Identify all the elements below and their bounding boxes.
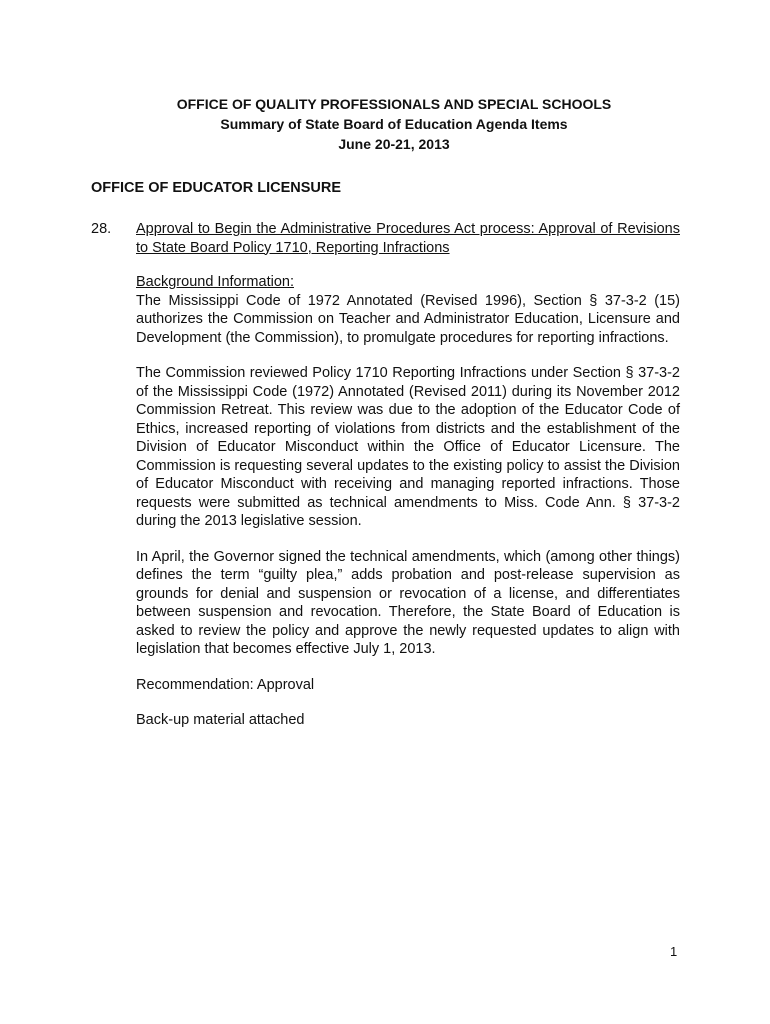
background-heading: Background Information: xyxy=(136,274,294,290)
header-date: June 20-21, 2013 xyxy=(338,136,450,152)
document-header xyxy=(0,94,770,154)
background-paragraph-2: The Commission reviewed Policy 1710 Reporting Infractions under Section § 37-3-2 of the Mississippi Code (1972) Annotated (Revised 2011) during its November 2012 Commission Retreat. This review was due to the adoption of the Educator Code of Ethics, increased reporting of violations from districts and the establishment of the Division of Educator Misconduct within the Office of Educator Licensure. The Commission is requesting several updates to the existing policy to assist the Division of Educator Misconduct with receiving and managing reported infractions. Those requests were submitted as technical amendments to Miss. Code Ann. § 37-3-2 during the 2013 legislative session. xyxy=(136,365,680,529)
header-summary-title: Summary of State Board of Education Agenda Items xyxy=(220,116,568,132)
item-number: 28. xyxy=(91,221,112,237)
backup-note: Back-up material attached xyxy=(136,712,305,728)
item-title: Approval to Begin the Administrative Procedures Act process: Approval of Revisions to State Board Policy 1710, Reporting Infractions xyxy=(136,221,680,256)
background-paragraph-1: The Mississippi Code of 1972 Annotated (Revised 1996), Section § 37-3-2 (15) authorizes the Commission on Teacher and Administrator Education, Licensure and Development (the Commission), to promulgate procedures for reporting infractions. xyxy=(136,292,680,346)
background-paragraph-3: In April, the Governor signed the technical amendments, which (among other things) defines the term “guilty plea,” adds probation and post-release supervision as grounds for denial and suspension or revocation of a license, and differentiates between suspension and revocation. Therefore, the State Board of Education is asked to review the policy and approve the newly requested updates to align with legislation that becomes effective July 1, 2013. xyxy=(136,548,680,657)
section-title: OFFICE OF EDUCATOR LICENSURE xyxy=(91,180,341,196)
agenda-item-body xyxy=(136,220,680,730)
page-number: 1 xyxy=(670,944,678,959)
header-office-title: OFFICE OF QUALITY PROFESSIONALS AND SPECIAL SCHOOLS xyxy=(176,96,612,112)
recommendation: Recommendation: Approval xyxy=(136,676,315,693)
